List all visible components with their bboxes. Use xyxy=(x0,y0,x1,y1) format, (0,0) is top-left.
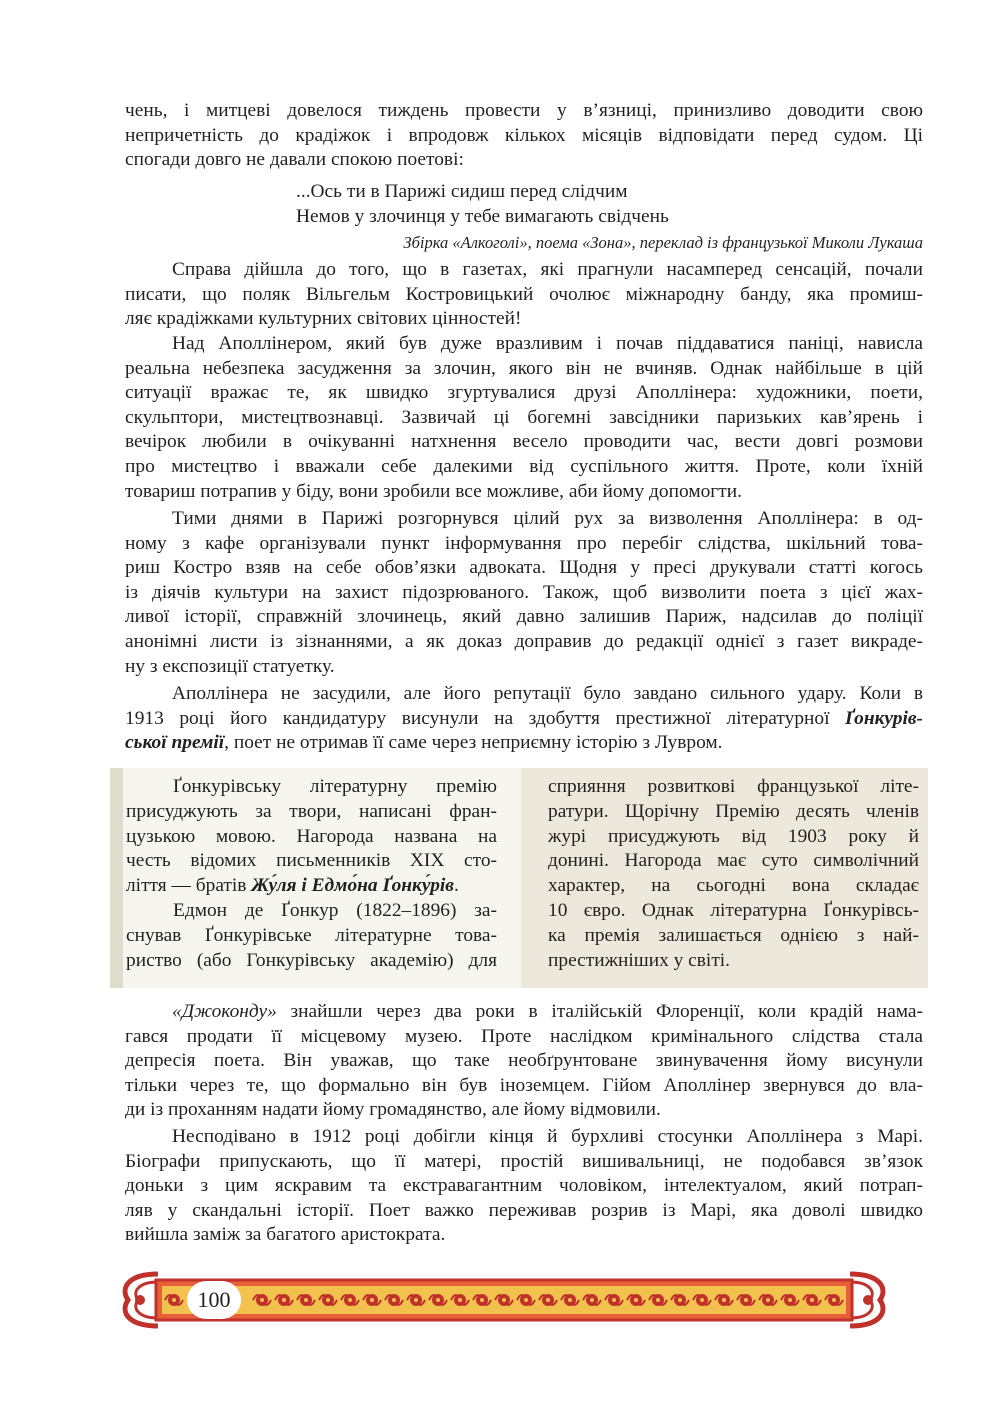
text-line: тільки через те, що формально він був іноземцем. Гійом Аполлінер звернувся до вла- xyxy=(125,1074,923,1096)
text-line: журі присуджують від 1903 року й xyxy=(548,825,919,847)
text-line: спогади довго не давали спокою поетові: xyxy=(125,149,464,171)
text-fragment: ліття — братів xyxy=(126,875,252,897)
text-line: ному з кафе організували пункт інформування про перебіг слідства, шкільний това- xyxy=(125,532,923,554)
paragraph-reputation xyxy=(125,682,923,756)
paragraph-gioconda xyxy=(125,1000,923,1123)
text-line: престижніших у світі. xyxy=(548,949,731,971)
scroll-left-icon xyxy=(125,1274,158,1326)
text-line: чень, і митцеві довелося тиждень провести у в’язниці, принизливо доводити свою xyxy=(125,100,923,121)
text-line: депресія поета. Він уважав, що таке необґрунтоване звинувачення йому висунули xyxy=(125,1050,923,1072)
text-line: ну з експозиції статуетку. xyxy=(125,655,335,677)
info-box-left-column xyxy=(126,775,497,973)
text-fragment: . xyxy=(453,875,459,897)
scroll-right-icon xyxy=(850,1274,883,1326)
paragraph-marie xyxy=(125,1125,923,1248)
text-line: доньки з цим яскравим та екстравагантним чоловіком, інтелектуалом, який потрап- xyxy=(125,1175,923,1197)
term-goncourt-prize: ської премії xyxy=(125,732,225,754)
text-line: ратури. Щорічну Премію десять членів xyxy=(548,800,919,822)
text-line: товариш потрапив у біду, вони зробили все можливе, аби йому допомогти. xyxy=(125,480,742,502)
text-line: честь відомих письменників XIX сто- xyxy=(126,850,497,872)
text-line: ди із проханням надати йому громадянство, але йому відмовили. xyxy=(125,1099,661,1121)
info-box-accent-bar xyxy=(110,768,123,988)
text-line: Несподівано в 1912 році добігли кінця й бурхливі стосунки Аполлінера з Марі. xyxy=(172,1126,923,1147)
text-line xyxy=(125,731,923,756)
paragraph-newspapers xyxy=(125,258,923,332)
page-number: 100 xyxy=(187,1281,241,1319)
poem-line: ...Ось ти в Парижі сидиш перед слідчим xyxy=(296,181,628,202)
text-line: характер, на сьогодні вона складає xyxy=(548,875,919,897)
text-line: риш Костро взяв на себе обов’язки адвоката. Щодня у пресі друкували статті когось xyxy=(125,557,923,579)
text-line: сприяння розвиткові французької літе- xyxy=(548,776,919,797)
term-goncourt-prize: Ґонкурів- xyxy=(845,707,923,729)
text-line: із діячів культури на захист підозрюваного. Також, щоб визволити поета з цієї жах- xyxy=(125,581,923,603)
text-line: Едмон де Ґонкур (1822–1896) за- xyxy=(173,899,497,921)
text-line: про мистецтво і вважали себе далекими від суспільного життя. Проте, коли їхній xyxy=(125,455,923,477)
text-line: Аполлінера не засудили, але його репутації було завдано сильного удару. Коли в xyxy=(172,683,923,704)
text-line: гався продати її місцевому музею. Проте наслідком кримінального слідства стала xyxy=(125,1025,923,1047)
poem-source-caption: Збірка «Алкоголі», поема «Зона», переклад із французької Миколи Лукаша xyxy=(403,233,923,252)
text-line: вийшла заміж за багатого аристократа. xyxy=(125,1224,446,1246)
text-line: риство (або Гонкурівську академію) для xyxy=(126,949,497,971)
text-line: Справа дійшла до того, що в газетах, які прагнули насамперед сенсацій, почали xyxy=(172,259,923,280)
poem-line: Немов у злочинця у тебе вимагають свідчень xyxy=(296,205,669,227)
text-line: скульптори, мистецтвознавці. Зазвичай ці богемні завсідники паризьких кав’ярень і xyxy=(125,406,923,428)
text-line: Ґонкурівську літературну премію xyxy=(173,776,497,797)
text-line: реальна небезпека засудження за злочин, якого він не вчиняв. Однак найбільше в цій xyxy=(125,357,923,379)
paragraph-movement xyxy=(125,507,923,679)
text-line: анонімні листи із зізнаннями, а як доказ доправив до редакції однієї з газет викраде- xyxy=(125,630,923,652)
text-line: писати, що поляк Вільгельм Костровицький очолює міжнародну банду, яка промиш- xyxy=(125,283,923,305)
text-line: Біографи припускають, що її матері, простій вишивальниці, не подобався зв’язок xyxy=(125,1150,923,1172)
text-line xyxy=(125,1000,923,1025)
text-fragment: знайшли через два роки в італійській Флоренції, коли крадій нама- xyxy=(276,1001,923,1022)
text-line: Тими днями в Парижі розгорнувся цілий рух за визволення Аполлінера: в од- xyxy=(172,508,923,529)
text-line: вечірок любили в очікуванні натхнення весело проводити час, вести довгі розмови xyxy=(125,431,923,453)
text-line: ка премія залишається однією з най- xyxy=(548,924,919,946)
paragraph-intro xyxy=(125,99,923,173)
text-line: донині. Нагорода має суто символічний xyxy=(548,850,919,872)
text-line: ситуації вражає те, як швидко згуртувалися друзі Аполлінера: художники, поети, xyxy=(125,382,923,404)
text-fragment: 1913 році його кандидатуру висунули на здобуття престижної літературної xyxy=(125,707,846,729)
text-line: ляє крадіжками культурних світових цінностей! xyxy=(125,308,522,330)
text-line: цузькою мовою. Нагорода названа на xyxy=(126,825,497,847)
text-line: присуджують за твори, написані фран- xyxy=(126,800,497,822)
text-line: ливої історії, справжній злочинець, який давно залишив Париж, надсилав до поліції xyxy=(125,606,923,628)
text-line: снував Ґонкурівське літературне това- xyxy=(126,924,497,946)
text-line xyxy=(126,874,497,899)
poem-quote xyxy=(296,180,669,229)
text-fragment: , поет не отримав її саме через неприємну історію з Лувром. xyxy=(224,732,723,754)
text-line: 10 євро. Однак літературна Ґонкурівсь- xyxy=(548,899,919,921)
text-line: Над Аполлінером, який був дуже вразливим і почав піддаватися паніці, нависла xyxy=(172,333,923,354)
text-line xyxy=(125,707,923,732)
paragraph-friends xyxy=(125,332,923,504)
artwork-title: «Джоконду» xyxy=(172,1001,277,1022)
text-line: непричетність до крадіжок і впродовж кількох місяців відповідати перед судом. Ці xyxy=(125,124,923,146)
goncourt-brothers-names: Жу́ля і Едмо́на Ґонку́рів xyxy=(251,875,454,897)
text-line: ляв у скандальні історії. Поет важко переживав розрив із Марі, яка доволі швидко xyxy=(125,1199,923,1221)
info-box-right-column xyxy=(548,775,919,973)
